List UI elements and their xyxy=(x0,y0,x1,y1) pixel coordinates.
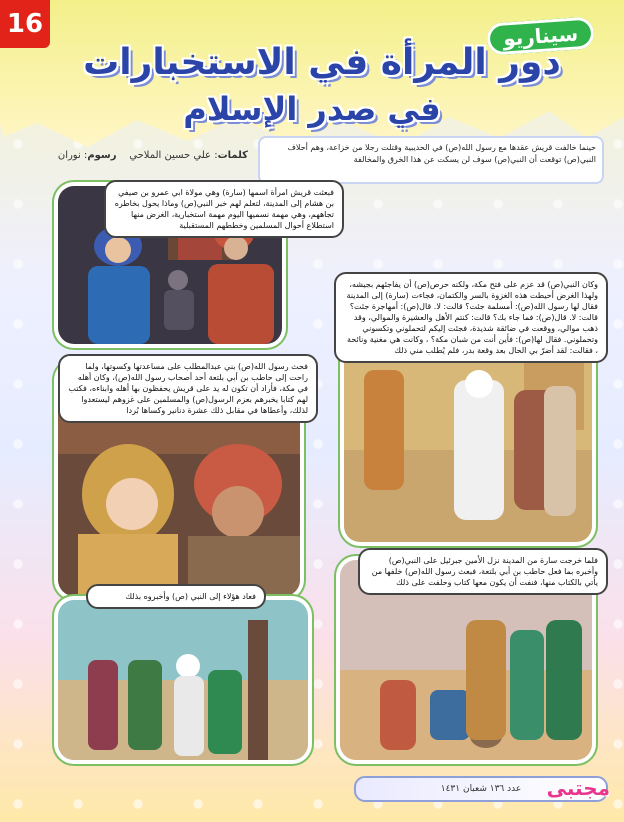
speech-bubble-4: فلما خرجت سارة من المدينة نزل الأمين جبرئيل على النبي(ص) وأخبره بما فعل حاطب بن أبي بلتعة، فبعث رسول الله(ص) خلفها من يأتي بالكتاب منها، فنفت أن يكون معها كتاب وحلفت على ذلك xyxy=(358,548,608,595)
comic-panel-5 xyxy=(58,600,308,760)
art-author: نوران xyxy=(57,150,81,161)
speech-bubble-5: فعاد هؤلاء إلى النبي (ص) وأخبروه بذلك xyxy=(86,584,266,609)
words-author: علي حسين الملاحي xyxy=(129,150,212,161)
page-number: 16 xyxy=(0,0,50,48)
title-line-2: في صدر الإسلام xyxy=(183,90,441,128)
art-label: رسوم xyxy=(87,150,117,161)
magazine-logo: مجتبى xyxy=(546,776,610,800)
speech-bubble-2: وكان النبي(ص) قد عزم على فتح مكة، ولكنه حرص(ص) أن يفاجئهم بجيشه، ولهذا الغرض أحيطت هذه الغزوة بالسر والكتمان، فجاءت (سارة) إلى المدينة فقال لها رسول الله(ص): أمسلمة جئت؟ قالت: لا. قال(ص): أمهاجرة جئت؟ قالت: لا. قال(ص): فما جاء بك؟ قالت: كنتم الأهل والعشيرة والموالي، وقد ذهب موالي، ووقعت في ضائقة شديدة، فجئت إليكم لتحملوني وتكسوني وتحملوني. فقال لها(ص): فأين أنت من شبان مكة؟ ، وكانت هي مغنية ونائحة ، فقالت: لقد أضرّ بي الحال بعد وقعة بدر، فلم يُطلب مني ذلك xyxy=(334,272,608,363)
scene-illustration xyxy=(58,600,308,760)
intro-caption: حينما خالفت قريش عقدها مع رسول الله(ص) في الحديبية وقتلت رجلا من خزاعة، وهم أحلاف النبي(ص) توقعت أن النبي(ص) سوف لن يسكت عن هذا الخرق والمخالفة xyxy=(260,138,602,182)
speech-bubble-1: فبعثت قريش امرأة اسمها (سارة) وهي مولاة ابي عمرو بن صيفي بن هشام إلى المدينة، لتعلم لهم خبر النبي(ص) وماذا يحول بخاطره تجاههم، وهي مهمة نسميها اليوم مهمة استخبارية، الغرض منها استطلاع أحوال المسلمين وخططهم المستقبلية xyxy=(104,180,344,238)
title-line-1: دور المرأة في الاستخبارات xyxy=(83,42,561,83)
footer-issue: عدد ١٣٦ شعبان ١٤٣١ xyxy=(354,776,608,802)
words-label: كلمات xyxy=(217,150,248,161)
speech-bubble-3: فحث رسول الله(ص) بني عبدالمطلب على مساعدتها وكسوتها، ولما راحت إلى حاطب بن أبي بلتعة أحد أصحاب رسول الله(ص)، وكان أهله في مكة، فأراد أن تكون له يد على قريش يحفظون بها أهله وابناءه، فكتب لهم كتابا يخبرهم بعزم الرسول(ص) والمسلمين على غزوهم ليستعدوا لذلك، وأعطاها في مقابل ذلك عشرة دنانير وكساها بُردا xyxy=(58,354,318,423)
section-badge: سيناريو xyxy=(486,16,595,55)
credits: كلمات: علي حسين الملاحي رسوم: نوران xyxy=(57,150,248,161)
